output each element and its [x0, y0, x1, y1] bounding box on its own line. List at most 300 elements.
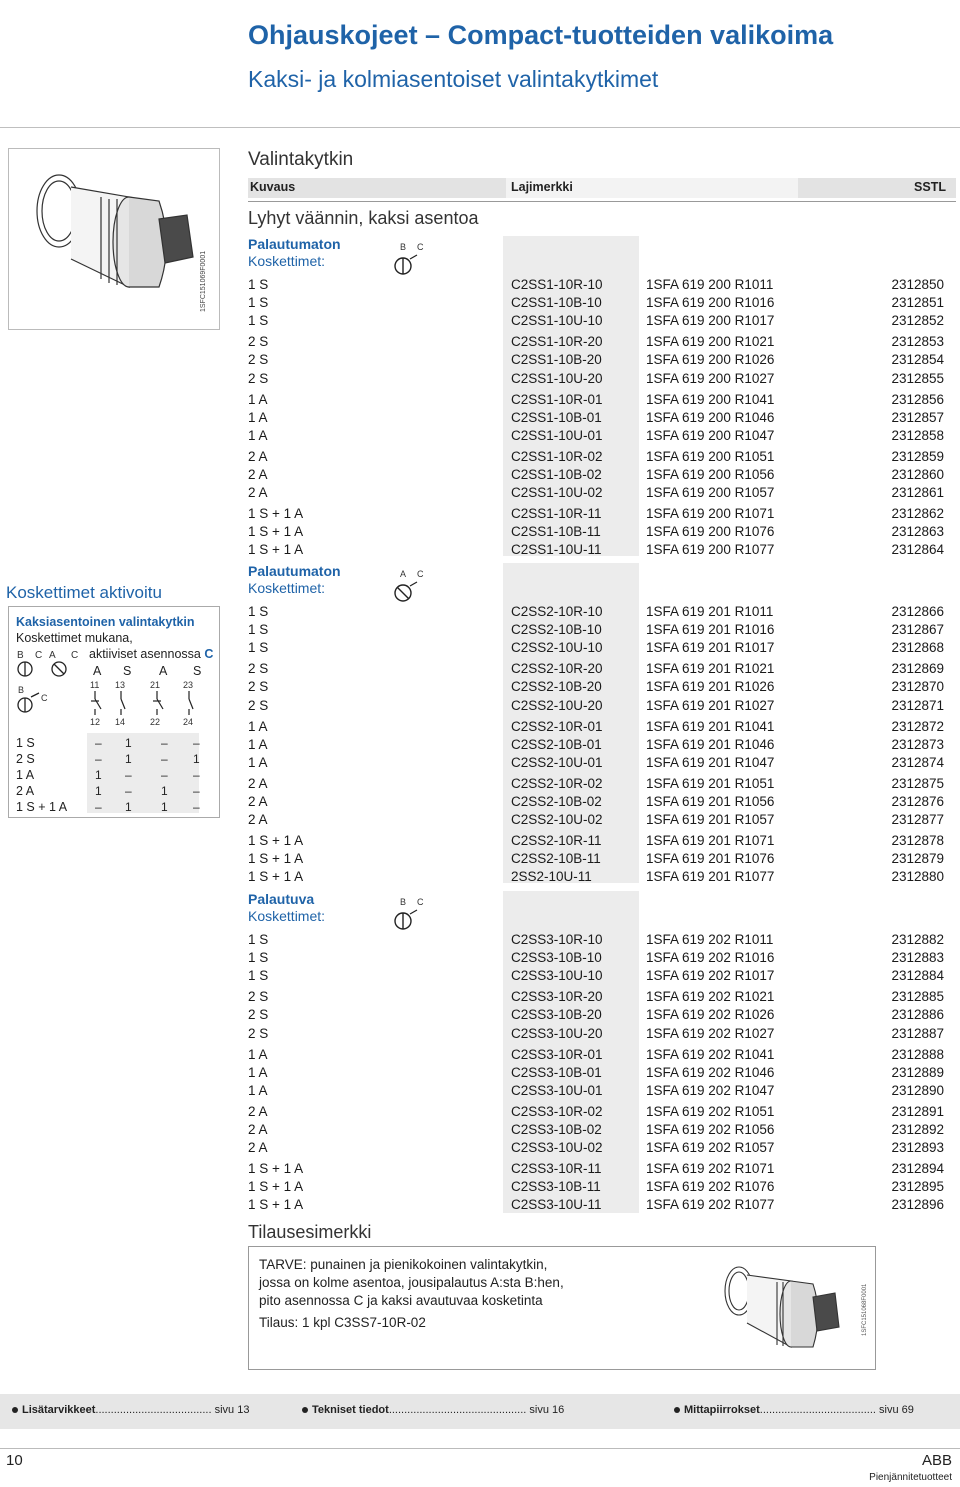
contact-row-label: 2 S: [16, 752, 35, 766]
table-row: [248, 313, 958, 331]
order-line: jossa on kolme asentoa, jousipalautus A:sta B:hen,: [259, 1275, 564, 1290]
contacts-cell: 1 A: [248, 1064, 268, 1080]
contact-cell: –: [193, 736, 200, 750]
sstl-cell: 2312885: [891, 989, 944, 1005]
sstl-cell: 2312887: [891, 1025, 944, 1041]
contacts-cell: 1 S + 1 A: [248, 1179, 304, 1195]
contact-header: S: [193, 664, 202, 678]
contact-cell: –: [161, 752, 168, 766]
order-code-cell: 1SFA 619 201 R1011: [646, 604, 774, 619]
contact-row-label: 1 A: [16, 768, 35, 782]
table-row: [248, 604, 958, 622]
order-code-cell: 1SFA 619 201 R1051: [646, 775, 775, 791]
order-code-cell: 1SFA 619 202 R1046: [646, 1064, 775, 1080]
order-code-cell: 1SFA 619 202 R1026: [646, 1007, 775, 1023]
order-code-cell: 1SFA 619 200 R1046: [646, 409, 775, 425]
symbol-label: C: [35, 650, 43, 661]
table-row: [248, 1104, 958, 1122]
type-code-cell: C2SS1-10U-10: [511, 313, 603, 329]
sstl-cell: 2312896: [891, 1197, 944, 1213]
symbol-label: B: [17, 650, 24, 661]
table-row: [248, 467, 958, 485]
order-code-cell: 1SFA 619 200 R1017: [646, 313, 775, 329]
contact-symbols: [89, 691, 209, 715]
footer-rule: [0, 1448, 960, 1449]
contacts-cell: 1 A: [248, 718, 268, 734]
group-title: Palautumaton: [248, 563, 341, 579]
brand-name: ABB: [921, 1452, 952, 1469]
order-code-cell: 1SFA 619 202 R1017: [646, 968, 775, 984]
table-row: [248, 968, 958, 986]
order-line: Tilaus: 1 kpl C3SS7-10R-02: [259, 1315, 426, 1330]
type-code-cell: C2SS1-10R-11: [511, 506, 602, 522]
type-code-cell: C2SS2-10U-02: [511, 812, 603, 828]
contact-cell: 1: [161, 784, 168, 798]
contacts-cell: 2 S: [248, 661, 269, 677]
type-code-cell: C2SS2-10U-10: [511, 640, 603, 656]
order-code-cell: 1SFA 619 201 R1071: [646, 833, 775, 849]
order-code-cell: 1SFA 619 201 R1077: [646, 869, 775, 885]
type-code-cell: C2SS3-10B-01: [511, 1064, 602, 1080]
sstl-cell: 2312871: [891, 697, 944, 713]
contact-header: S: [123, 664, 132, 678]
order-code-cell: 1SFA 619 201 R1021: [646, 661, 775, 677]
type-code-cell: C2SS3-10B-10: [511, 950, 602, 966]
order-code-cell: 1SFA 619 201 R1076: [646, 851, 775, 867]
position-label: A: [400, 569, 407, 579]
type-code-cell: C2SS2-10B-11: [511, 851, 601, 867]
type-code-cell: C2SS1-10R-02: [511, 448, 603, 464]
diagram-box-line: Koskettimet mukana,: [16, 631, 133, 645]
table-row: [248, 295, 958, 313]
group-contacts-label: Koskettimet:: [248, 908, 326, 924]
contacts-cell: 2 A: [248, 794, 268, 809]
group-title: Palautuva: [248, 891, 315, 907]
symbol-label: C: [71, 650, 79, 661]
order-code-cell: 1SFA 619 202 R1041: [646, 1046, 775, 1062]
symbol-label: A: [49, 650, 56, 661]
sstl-cell: 2312873: [891, 736, 944, 752]
type-code-cell: C2SS3-10B-20: [511, 1007, 602, 1023]
order-example-title: Tilausesimerkki: [248, 1222, 372, 1242]
type-code-cell: C2SS3-10R-20: [511, 989, 603, 1005]
table-row: [248, 640, 958, 658]
contacts-cell: 1 S: [248, 295, 269, 311]
type-code-cell: C2SS3-10B-11: [511, 1179, 601, 1195]
order-code-cell: 1SFA 619 200 R1011: [646, 277, 774, 292]
contacts-cell: 1 S + 1 A: [248, 869, 304, 885]
contact-cell: –: [125, 768, 132, 782]
table-row: [248, 1122, 958, 1140]
contact-diagram-box: [8, 606, 220, 818]
photo-code: 1SFC151069F0001: [200, 250, 207, 312]
sstl-cell: 2312850: [891, 277, 944, 292]
contacts-cell: 2 S: [248, 697, 269, 713]
type-code-cell: C2SS3-10U-01: [511, 1082, 603, 1098]
page-subtitle: Kaksi- ja kolmiasentoiset valintakytkimet: [248, 66, 659, 92]
type-code-cell: C2SS2-10B-02: [511, 794, 602, 809]
order-code-cell: 1SFA 619 202 R1051: [646, 1103, 775, 1119]
type-code-cell: C2SS1-10R-01: [511, 391, 603, 407]
order-code-cell: 1SFA 619 202 R1071: [646, 1161, 775, 1177]
contacts-cell: 2 A: [248, 812, 268, 828]
contacts-cell: 2 S: [248, 1007, 269, 1023]
order-code-cell: 1SFA 619 200 R1051: [646, 448, 775, 464]
order-code-cell: 1SFA 619 201 R1026: [646, 679, 775, 695]
table-row: [248, 352, 958, 370]
order-code-cell: 1SFA 619 201 R1057: [646, 812, 775, 828]
order-code-cell: 1SFA 619 202 R1057: [646, 1140, 775, 1156]
type-code-cell: C2SS2-10U-20: [511, 697, 603, 713]
contact-cell: 1: [125, 800, 132, 814]
contact-header: A: [93, 664, 102, 678]
type-code-cell: C2SS2-10U-01: [511, 754, 603, 770]
table-row: [248, 485, 958, 503]
contacts-cell: 1 A: [248, 1082, 268, 1098]
table-row: [248, 1161, 958, 1179]
position-label: C: [417, 897, 424, 907]
order-code-cell: 1SFA 619 200 R1041: [646, 391, 775, 407]
sstl-cell: 2312863: [891, 524, 944, 540]
type-code-cell: C2SS2-10R-02: [511, 775, 603, 791]
contacts-cell: 1 S: [248, 950, 269, 966]
table-row: [248, 869, 958, 887]
contact-cell: –: [193, 768, 200, 782]
table-row: [248, 833, 958, 851]
sstl-cell: 2312884: [891, 968, 944, 984]
sstl-cell: 2312892: [891, 1122, 944, 1137]
sstl-cell: 2312861: [891, 485, 944, 501]
order-code-cell: 1SFA 619 202 R1016: [646, 950, 775, 966]
contact-cell: 1: [161, 800, 168, 814]
contacts-cell: 2 A: [248, 775, 268, 791]
contact-cell: –: [193, 800, 200, 814]
order-code-cell: 1SFA 619 200 R1021: [646, 334, 775, 350]
svg-text:C: C: [41, 693, 48, 703]
table-row: [248, 1197, 958, 1215]
contacts-cell: 1 S + 1 A: [248, 1197, 304, 1213]
contact-cell: –: [193, 784, 200, 798]
contacts-cell: 1 A: [248, 1046, 268, 1062]
order-code-cell: 1SFA 619 200 R1026: [646, 352, 775, 368]
type-code-cell: C2SS1-10B-10: [511, 295, 602, 311]
order-code-cell: 1SFA 619 202 R1077: [646, 1197, 775, 1213]
table-row: [248, 449, 958, 467]
sstl-cell: 2312869: [891, 661, 944, 677]
table-row: [248, 737, 958, 755]
contact-cell: –: [95, 736, 102, 750]
sstl-cell: 2312870: [891, 679, 944, 695]
table-row: [248, 776, 958, 794]
terminal-number: 12: [90, 717, 101, 727]
contacts-cell: 1 A: [248, 391, 268, 407]
type-code-cell: C2SS2-10B-20: [511, 679, 602, 695]
type-code-cell: C2SS2-10B-10: [511, 622, 602, 638]
section-title: Valintakytkin: [248, 149, 354, 170]
sstl-cell: 2312877: [891, 812, 944, 828]
sub-heading: Lyhyt väännin, kaksi asentoa: [248, 208, 479, 228]
sstl-cell: 2312854: [891, 352, 944, 368]
order-code-cell: 1SFA 619 200 R1027: [646, 370, 775, 386]
contact-cell: 1: [125, 736, 132, 750]
contacts-cell: 1 S + 1 A: [248, 506, 304, 522]
contacts-cell: 2 S: [248, 989, 269, 1005]
sstl-cell: 2312876: [891, 794, 944, 809]
contact-cell: 1: [193, 752, 200, 766]
table-header-bar: [248, 178, 956, 198]
sstl-cell: 2312872: [891, 718, 944, 734]
order-code-cell: 1SFA 619 201 R1056: [646, 794, 775, 809]
contacts-cell: 2 S: [248, 352, 269, 368]
terminal-number: 13: [115, 680, 126, 690]
contacts-cell: 1 S + 1 A: [248, 851, 304, 867]
type-code-cell: C2SS2-10R-20: [511, 661, 603, 677]
table-row: [248, 542, 958, 560]
active-position-text: aktiiviset asennossa C: [89, 647, 214, 661]
position-label: C: [417, 569, 424, 579]
sstl-cell: 2312855: [891, 370, 944, 386]
type-code-cell: C2SS1-10B-01: [511, 409, 602, 425]
type-code-cell: C2SS3-10R-02: [511, 1103, 603, 1119]
table-row: [248, 679, 958, 697]
contacts-cell: 1 A: [248, 409, 268, 425]
order-code-cell: 1SFA 619 201 R1041: [646, 718, 775, 734]
sstl-cell: 2312880: [891, 869, 944, 885]
table-row: [248, 661, 958, 679]
header-lajimerkki: Lajimerkki: [511, 180, 573, 194]
type-code-cell: C2SS1-10U-20: [511, 370, 603, 386]
table-row: [248, 410, 958, 428]
table-row: [248, 1026, 958, 1044]
sstl-cell: 2312882: [891, 932, 944, 947]
order-code-cell: 1SFA 619 201 R1016: [646, 622, 775, 638]
terminal-number: 23: [183, 680, 194, 690]
contact-cell: 1: [95, 784, 102, 798]
order-product-photo: [711, 1251, 861, 1365]
order-code-cell: 1SFA 619 201 R1046: [646, 736, 775, 752]
order-code-cell: 1SFA 619 200 R1016: [646, 295, 775, 311]
footer-link-dimensions[interactable]: Mittapiirrokset...................................... sivu 69: [674, 1404, 914, 1416]
contact-cell: –: [161, 768, 168, 782]
order-code-cell: 1SFA 619 200 R1077: [646, 542, 775, 558]
contacts-cell: 1 S: [248, 277, 269, 292]
table-row: [248, 277, 958, 295]
type-code-cell: C2SS1-10R-10: [511, 277, 603, 292]
order-line: TARVE: punainen ja pienikokoinen valintakytkin,: [259, 1257, 548, 1272]
table-row: [248, 1179, 958, 1197]
sstl-cell: 2312864: [891, 542, 944, 558]
table-row: [248, 524, 958, 542]
selector-symbol-icon: [15, 659, 87, 719]
table-row: [248, 1007, 958, 1025]
sstl-cell: 2312883: [891, 950, 944, 966]
table-row: [248, 506, 958, 524]
type-code-cell: C2SS3-10U-10: [511, 968, 603, 984]
table-row: [248, 698, 958, 716]
table-row: [248, 622, 958, 640]
type-code-cell: C2SS1-10B-20: [511, 352, 602, 368]
sstl-cell: 2312890: [891, 1082, 944, 1098]
terminal-number: 24: [183, 717, 194, 727]
header-sstl: SSTL: [914, 180, 946, 194]
order-code-cell: 1SFA 619 202 R1021: [646, 989, 775, 1005]
terminal-number: 14: [115, 717, 126, 727]
table-row: [248, 334, 958, 352]
contacts-cell: 2 A: [248, 1103, 268, 1119]
order-code-cell: 1SFA 619 201 R1047: [646, 754, 775, 770]
sstl-cell: 2312886: [891, 1007, 944, 1023]
sstl-cell: 2312891: [891, 1103, 944, 1119]
header-kuvaus: Kuvaus: [250, 180, 296, 194]
terminal-number: 22: [150, 717, 161, 727]
type-code-cell: C2SS2-10R-01: [511, 718, 603, 734]
order-code-cell: 1SFA 619 201 R1027: [646, 697, 775, 713]
order-code-cell: 1SFA 619 200 R1057: [646, 485, 775, 501]
contacts-cell: 1 S: [248, 622, 269, 638]
order-code-cell: 1SFA 619 202 R1011: [646, 932, 774, 947]
contacts-activated-title: Koskettimet aktivoitu: [6, 583, 162, 602]
type-code-cell: C2SS3-10R-01: [511, 1046, 603, 1062]
type-code-cell: C2SS3-10R-10: [511, 932, 603, 947]
header-divider: [0, 127, 960, 128]
table-row: [248, 371, 958, 389]
group-title: Palautumaton: [248, 236, 341, 252]
position-label: B: [400, 897, 407, 907]
page-title: Ohjauskojeet – Compact-tuotteiden valikoima: [248, 20, 834, 50]
order-line: pito asennossa C ja kaksi avautuvaa kosketinta: [259, 1293, 543, 1308]
contacts-cell: 1 S + 1 A: [248, 1161, 304, 1177]
table-row: [248, 1083, 958, 1101]
table-row: [248, 794, 958, 812]
contacts-cell: 2 S: [248, 334, 269, 350]
contacts-cell: 1 S + 1 A: [248, 542, 304, 558]
table-header-rule: [248, 201, 956, 202]
sstl-cell: 2312894: [891, 1161, 944, 1177]
sstl-cell: 2312858: [891, 427, 944, 443]
sstl-cell: 2312852: [891, 313, 944, 329]
contact-row-label: 1 S + 1 A: [16, 800, 68, 814]
order-code-cell: 1SFA 619 200 R1071: [646, 506, 775, 522]
table-row: [248, 719, 958, 737]
sstl-cell: 2312874: [891, 754, 944, 770]
type-code-cell: C2SS2-10B-01: [511, 736, 602, 752]
type-code-cell: C2SS1-10U-01: [511, 427, 603, 443]
position-label: B: [400, 242, 407, 252]
order-code-cell: 1SFA 619 200 R1047: [646, 427, 775, 443]
table-row: [248, 392, 958, 410]
type-code-cell: C2SS3-10U-02: [511, 1140, 603, 1156]
contacts-cell: 2 S: [248, 679, 269, 695]
contacts-cell: 2 A: [248, 448, 268, 464]
sstl-cell: 2312893: [891, 1140, 944, 1156]
product-photo: [8, 148, 220, 330]
order-code-cell: 1SFA 619 202 R1047: [646, 1082, 775, 1098]
sstl-cell: 2312859: [891, 448, 944, 464]
table-row: [248, 812, 958, 830]
sstl-cell: 2312853: [891, 334, 944, 350]
sstl-cell: 2312888: [891, 1046, 944, 1062]
selector-switch-illustration: [9, 149, 219, 329]
contact-cell: –: [95, 752, 102, 766]
order-code-cell: 1SFA 619 200 R1056: [646, 467, 775, 482]
sstl-cell: 2312875: [891, 775, 944, 791]
table-row: [248, 950, 958, 968]
svg-text:B: B: [18, 685, 25, 695]
sstl-cell: 2312857: [891, 409, 944, 425]
contacts-cell: 1 A: [248, 754, 268, 770]
sstl-cell: 2312879: [891, 851, 944, 867]
table-row: [248, 989, 958, 1007]
contacts-cell: 1 S + 1 A: [248, 524, 304, 540]
table-row: [248, 428, 958, 446]
contacts-cell: 1 S: [248, 968, 269, 984]
sstl-cell: 2312862: [891, 506, 944, 522]
table-row: [248, 932, 958, 950]
footer-link-accessories[interactable]: Lisätarvikkeet...................................... sivu 13: [12, 1404, 249, 1416]
footer-link-technical-data[interactable]: Tekniset tiedot............................................. sivu 16: [302, 1404, 564, 1416]
contacts-cell: 2 A: [248, 485, 268, 501]
contacts-cell: 2 S: [248, 370, 269, 386]
type-code-cell: C2SS2-10R-10: [511, 604, 603, 619]
sstl-cell: 2312851: [891, 295, 944, 311]
contact-cell: –: [95, 800, 102, 814]
contacts-cell: 1 S: [248, 640, 269, 656]
sstl-cell: 2312868: [891, 640, 944, 656]
type-code-cell: C2SS1-10R-20: [511, 334, 603, 350]
contacts-cell: 2 A: [248, 467, 268, 482]
order-code-cell: 1SFA 619 202 R1056: [646, 1122, 775, 1137]
table-row: [248, 1047, 958, 1065]
sstl-cell: 2312866: [891, 604, 944, 619]
table-row: [248, 1065, 958, 1083]
contacts-cell: 2 A: [248, 1140, 268, 1156]
type-code-cell: C2SS3-10R-11: [511, 1161, 602, 1177]
sstl-cell: 2312856: [891, 391, 944, 407]
sstl-cell: 2312895: [891, 1179, 944, 1195]
type-code-cell: C2SS3-10U-20: [511, 1025, 603, 1041]
group-contacts-label: Koskettimet:: [248, 253, 326, 269]
type-code-cell: C2SS3-10U-11: [511, 1197, 602, 1213]
type-code-cell: C2SS1-10B-11: [511, 524, 601, 540]
terminal-number: 11: [90, 680, 100, 690]
contact-row-label: 2 A: [16, 784, 35, 798]
diagram-box-title: Kaksiasentoinen valintakytkin: [16, 615, 195, 629]
contacts-cell: 1 S + 1 A: [248, 833, 304, 849]
sstl-cell: 2312878: [891, 833, 944, 849]
contacts-cell: 2 A: [248, 1122, 268, 1137]
contacts-cell: 1 A: [248, 736, 268, 752]
order-code-cell: 1SFA 619 201 R1017: [646, 640, 775, 656]
order-code-cell: 1SFA 619 202 R1027: [646, 1025, 775, 1041]
sstl-cell: 2312867: [891, 622, 944, 638]
type-code-cell: 2SS2-10U-11: [511, 869, 592, 885]
contacts-cell: 1 S: [248, 604, 269, 619]
contacts-cell: 1 A: [248, 427, 268, 443]
type-code-cell: C2SS1-10U-11: [511, 542, 602, 558]
brand-subtitle: Pienjännitetuotteet: [869, 1472, 952, 1483]
contact-cell: 1: [95, 768, 102, 782]
page-number: 10: [6, 1452, 23, 1469]
contact-row-label: 1 S: [16, 736, 35, 750]
type-code-cell: C2SS1-10B-02: [511, 467, 602, 482]
order-code-cell: 1SFA 619 200 R1076: [646, 524, 775, 540]
contact-cell: –: [161, 736, 168, 750]
contacts-cell: 1 S: [248, 313, 269, 329]
type-code-cell: C2SS3-10B-02: [511, 1122, 602, 1137]
table-row: [248, 851, 958, 869]
contacts-cell: 2 S: [248, 1025, 269, 1041]
contact-table-shade: [87, 733, 199, 813]
